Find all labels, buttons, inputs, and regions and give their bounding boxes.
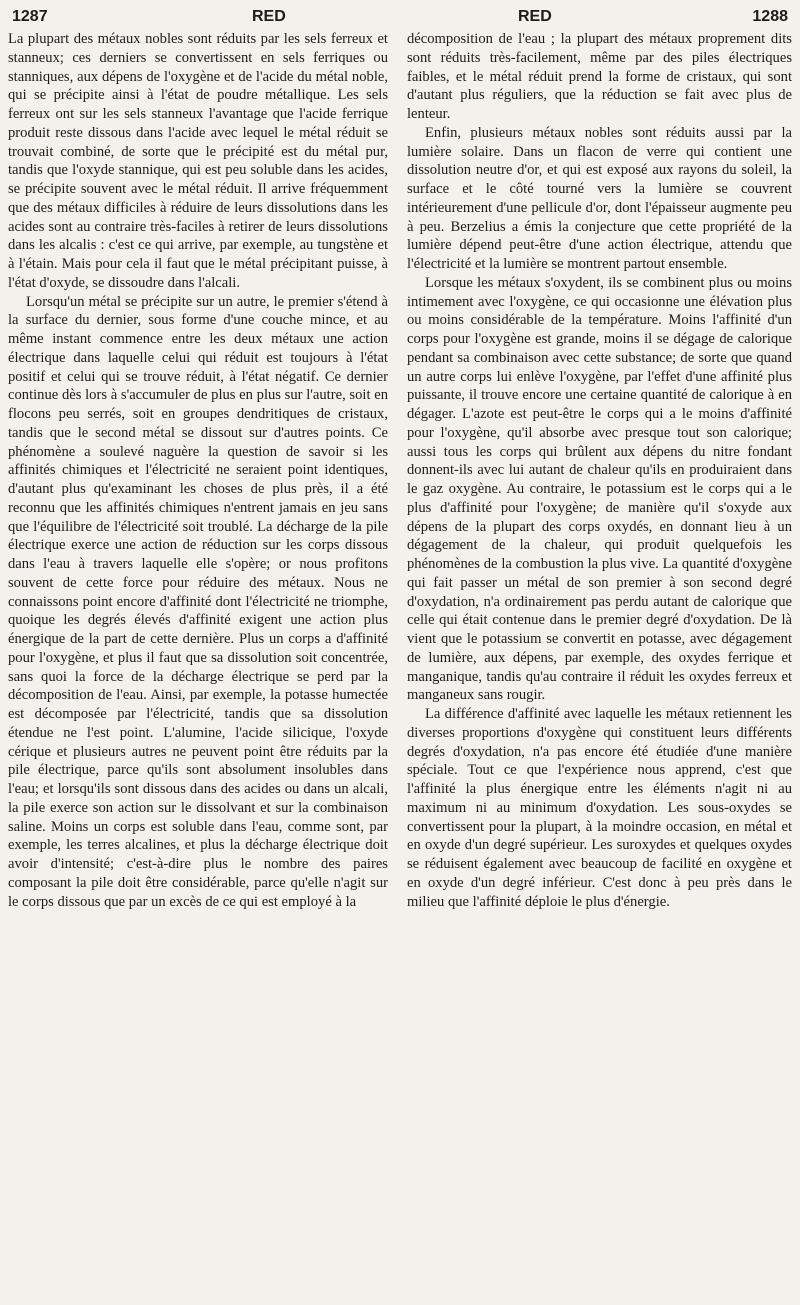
paragraph: Lorsqu'un métal se précipite sur un autre, le premier s'étend à la surface du dernier, sous forme d'une couche mince, et au même instant commence entre les deux métaux une action électrique dans laquelle celui qui réduit est toujours à l'état positif et celui qui se trouve réduit, à l'état négatif. Ce dernier continue dès lors à s'accumuler de plus en plus sur l'autre, soit en flocons peu serrés, soit en groupes dendritiques de cristaux, tandis que le second métal se dissout sur d'autres points. Ce phénomène a soulevé naguère la question de savoir si les affinités chimiques et l'électricité ne seraient point identiques, d'autant plus qu'examinant les choses de plus près, il a été reconnu que les affinités chimiques n'entrent jamais en jeu sans que l'équilibre de l'électricité soit troublé. La décharge de la pile électrique exerce une action de réduction sur les corps dissous dans l'eau à travers laquelle elle s'opère; or nous profitons souvent de cette force pour réduire des métaux. Nous ne connaissons point encore d'affinité dont l'électricité ne triomphe, quoique les degrés élevés d'affinité exigent une action plus énergique de la part de cette dernière. Plus un corps a d'affinité pour l'oxygène, et plus il faut que sa dissolution soit concentrée, sans quoi la force de la décharge électrique se perd par la décomposition de l'eau. Ainsi, par exemple, la potasse humectée est décomposée par l'électricité, tandis que sa dissolution étendue ne l'est point. L'alumine, l'acide silicique, l'oxyde cérique et plusieurs autres ne peuvent point être réduits par la pile électrique, parce qu'ils sont absolument insolubles dans l'eau; et lorsqu'ils sont dissous dans des acides ou dans un alcali, la pile exerce son action sur le dissolvant et sur la combinaison saline. Moins un corps est soluble dans l'eau, comme sont, par exemple, les terres alcalines, et plus la décharge électrique doit avoir d'intensité; c'est-à-dire plus le nombre des paires composant la pile doit être considérable, parce qu'elle n'agit sur le corps dissous que par un excès de ce qui est employé à la [8,293,388,910]
right-page-number: 1288 [752,8,788,25]
paragraph: La plupart des métaux nobles sont réduits par les sels ferreux et stanneux; ces derniers se convertissent en sels ferriques ou stanniques, aux dépens de l'oxygène et de l'acide du métal noble, qui se précipite ainsi à l'état de poudre métallique. Les sels ferreux ont sur les sels stanneux l'avantage que l'acide ferrique produit reste dissous dans l'acide avec lequel le métal réduit se trouvait combiné, de sorte que le précipité est du métal pur, tandis que l'oxyde stannique, qui est peu soluble dans les acides, se précipite souvent avec le métal réduit. Il arrive fréquemment que des métaux difficiles à réduire de leurs dissolutions dans les acides sont au contraire très-faciles à retirer de leurs dissolutions dans les alcalis : c'est ce qui arrive, par exemple, au tungstène et à l'étain. Mais pour cela il faut que le métal précipitant puisse, à l'état d'oxyde, se dissoudre dans l'alcali. [8,31,388,291]
running-header [8,4,792,28]
left-running-title: RED [252,8,286,25]
paragraph: Enfin, plusieurs métaux nobles sont réduits aussi par la lumière solaire. Dans un flacon de verre qui contient une dissolution neutre d'or, et qui est exposé aux rayons du soleil, la surface et le côté tourné vers la lumière se couvrent intérieurement d'une pellicule d'or, dont l'épaisseur augmente peu à peu. Berzelius a émis la conjecture que cette propriété de la lumière dépend peut-être d'une action électrique, attendu que l'électricité et la lumière se montrent partout ensemble. [407,124,792,272]
left-page-number: 1287 [12,8,48,25]
right-text-column [407,30,792,911]
left-text-column [8,30,388,911]
paragraph: décomposition de l'eau ; la plupart des métaux proprement dits sont réduits très-facilement, même par des piles électriques faibles, et le métal réduit prend la forme de cristaux, qui sont d'autant plus réguliers, que la réduction se fait avec plus de lenteur. [407,31,792,122]
paragraph: Lorsque les métaux s'oxydent, ils se combinent plus ou moins intimement avec l'oxygène, ce qui occasionne une élévation plus ou moins considérable de la température. Moins l'affinité d'un corps pour l'oxygène est grande, moins il se dégage de calorique pendant sa combinaison avec cette substance; de sorte que quand un autre corps lui enlève l'oxygène, par l'effet d'une affinité plus puissante, il trouve encore une certaine quantité de calorique à en dégager. L'azote est peut-être le corps qui a le moins d'affinité pour l'oxygène, qu'il absorbe avec presque tout son calorique; aussi tous les corps qui brûlent aux dépens du nitre fondant donnent-ils avec lui autant de chaleur qu'ils en produiraient dans le gaz oxygène. Au contraire, le potassium est le corps qui a le plus d'affinité pour l'oxygène; de manière qu'il s'oxyde aux dépens de la plupart des corps oxydés, en donnant lieu à un dégagement de la chaleur, qui produit quelquefois les phénomènes de la combustion la plus vive. La quantité d'oxygène qui fait passer un métal de son premier à son second degré d'oxydation, n'a ordinairement pas perdu autant de calorique que celle qui était contenue dans le premier degré d'oxydation. De là vient que le potassium se convertit en potasse, avec dégagement de lumière, aux dépens, par exemple, des oxydes ferrique et manganique, tandis qu'au contraire il réduit les oxydes ferreux et manganeux sans rougir. [407,274,792,704]
paragraph: La différence d'affinité avec laquelle les métaux retiennent les diverses proportions d'oxygène qui constituent leurs différents degrés d'oxydation, n'a pas encore été étudiée d'une manière spéciale. Tout ce que l'expérience nous apprend, c'est que l'affinité la plus énergique entre les éléments n'agit ni au maximum ni au minimum d'oxydation. Les sous-oxydes se convertissent pour la plupart, à la moindre occasion, en métal et en oxyde d'un degré supérieur. Les suroxydes et quelques oxydes se réduisent également avec beaucoup de facilité en oxygène et en oxyde d'un degré inférieur. C'est donc à peu près dans le milieu que l'affinité déploie le plus d'énergie. [407,706,792,910]
right-running-title: RED [518,8,552,25]
